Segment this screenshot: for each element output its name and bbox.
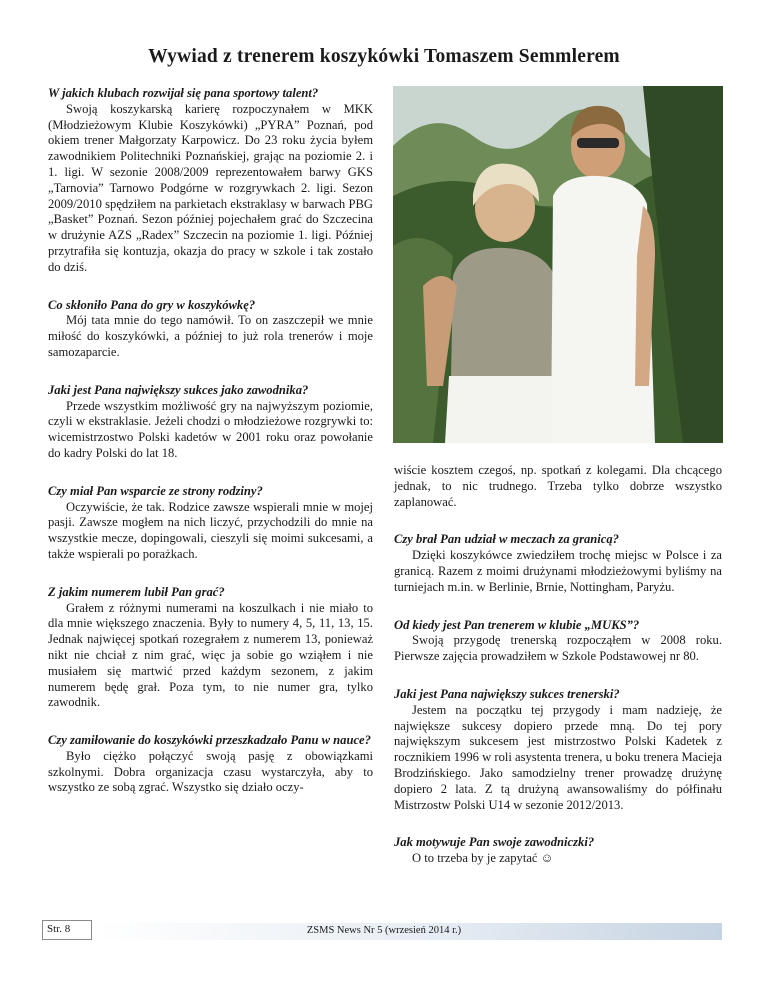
qa-block	[48, 86, 373, 276]
question: Jaki jest Pana największy sukces trenerski?	[394, 686, 620, 701]
left-column	[48, 86, 373, 818]
answer: Swoją przygodę trenerską rozpocząłem w 2008 roku. Pierwsze zajęcia prowadziłem w Szkole Podstawowej nr 80.	[394, 633, 722, 664]
qa-block	[48, 484, 373, 563]
answer: O to trzeba by je zapytać ☺	[412, 851, 554, 866]
qa-block	[48, 383, 373, 462]
answer: Dzięki koszykówce zwiedziłem trochę miejsc w Polsce i za granicą. Razem z moimi drużynami młodzieżowymi byliśmy na turniejach m.in. w Berlinie, Brnie, Nottingham, Paryżu.	[394, 548, 722, 594]
answer-continuation: wiście kosztem czegoś, np. spotkań z kolegami. Dla chcącego jednak, to nic trudnego. Trzeba tylko dobrze wszystko zaplanować.	[394, 463, 722, 509]
question: Czy zamiłowanie do koszykówki przeszkadzało Panu w nauce?	[48, 733, 371, 748]
qa-block	[394, 532, 722, 595]
qa-block	[394, 835, 722, 867]
interview-photo	[393, 86, 723, 443]
qa-block	[48, 298, 373, 361]
qa-block	[394, 687, 722, 813]
answer: Oczywiście, że tak. Rodzice zawsze wspierali mnie w mojej pasji. Zawsze mogłem na nich liczyć, przychodzili do mnie na wszystkie mecze, dopingowali, cieszyli się moimi sukcesami, a także wspierali po porażkach.	[48, 499, 373, 561]
qa-block	[48, 585, 373, 711]
question: W jakich klubach rozwijał się pana sportowy talent?	[48, 86, 319, 100]
page-number: Str. 8	[42, 920, 92, 940]
article-title: Wywiad z trenerem koszykówki Tomaszem Semmlerem	[148, 46, 620, 67]
answer: Mój tata mnie do tego namówił. To on zaszczepił we mnie miłość do koszykówki, a później to już rola trenerów i moje samozaparcie.	[48, 313, 373, 359]
question: Jak motywuje Pan swoje zawodniczki?	[394, 835, 595, 850]
question: Z jakim numerem lubił Pan grać?	[48, 584, 225, 599]
answer: Przede wszystkim możliwość gry na najwyższym poziomie, czyli w ekstraklasie. Jeżeli chodzi o młodzieżowe rozgrywki to: wicemistrzostwo Polski kadetów w 2001 roku oraz powołanie do kadry Polski do lat 18.	[48, 398, 373, 460]
answer: Jestem na początku tej przygody i mam nadzieję, że największe sukcesy dopiero przede mną. Do tej pory największym sukcesem jest mistrzostwo Polski Kadetek z rocznikiem 1996 w roli asystenta trenera, u boku trenera Macieja Brodzińskiego. Jako samodzielny trener prowadzę drużynę dopiero 2 lata. Z tą drużyną awansowaliśmy do półfinału Mistrzostw Polski U14 w sezonie 2012/2013.	[394, 702, 723, 812]
question: Od kiedy jest Pan trenerem w klubie „MUKS”?	[394, 617, 640, 632]
answer: Grałem z różnymi numerami na koszulkach i nie miało to dla mnie większego znaczenia. Były to numery 4, 5, 11, 13, 15. Jednak najwięcej spotkań rozegrałem z numerem 13, ponieważ nikt nie chciał z nim grać, więc ja sobie go wziąłem i nie musiałem się martwić przed każdym sezonem, z jakim numerem będę grał. Poza tym, to nie numer gra, tylko zawodnik.	[48, 600, 373, 710]
right-column	[394, 463, 722, 889]
qa-block	[394, 463, 722, 510]
question: Jaki jest Pana największy sukces jako zawodnika?	[48, 382, 309, 397]
question: Czy miał Pan wsparcie ze strony rodziny?	[48, 483, 263, 498]
photo-illustration	[393, 86, 723, 443]
answer: Swoją koszykarską karierę rozpoczynałem w MKK (Młodzieżowym Klubie Koszykówki) „PYRA” Poznań, pod okiem trener Małgorzaty Karpowicz. Do 23 roku życia byłem zawodnikiem Politechniki Poznańskiej, grając na poziomie 2. i 1. ligi. W sezonie 2008/2009 reprezentowałem barwy GKS „Tarnovia” Tarnowo Podgórne w rozgrywkach 2. ligi. Sezon 2009/2010 spędziłem na parkietach ekstraklasy w barwach PBG „Basket” Poznań. Sezon później pojechałem grać do Szczecina w drużynie AZS „Radex” Szczecin na poziomie 1. ligi. Później przytrafiła się kontuzja, okazja do pracy w szkole i tak zostało do dziś.	[48, 101, 373, 274]
qa-block	[48, 733, 373, 796]
footer-issue: ZSMS News Nr 5 (wrzesień 2014 r.)	[306, 925, 462, 936]
qa-block	[394, 618, 722, 665]
answer: Było ciężko połączyć swoją pasję z obowiązkami szkolnymi. Dobra organizacja czasu wystarczyła, aby to wszystko ze sobą zgrać. Wszystko się działo oczy-	[48, 748, 373, 795]
question: Co skłoniło Pana do gry w koszykówkę?	[48, 297, 256, 312]
question: Czy brał Pan udział w meczach za granicą?	[394, 532, 619, 547]
